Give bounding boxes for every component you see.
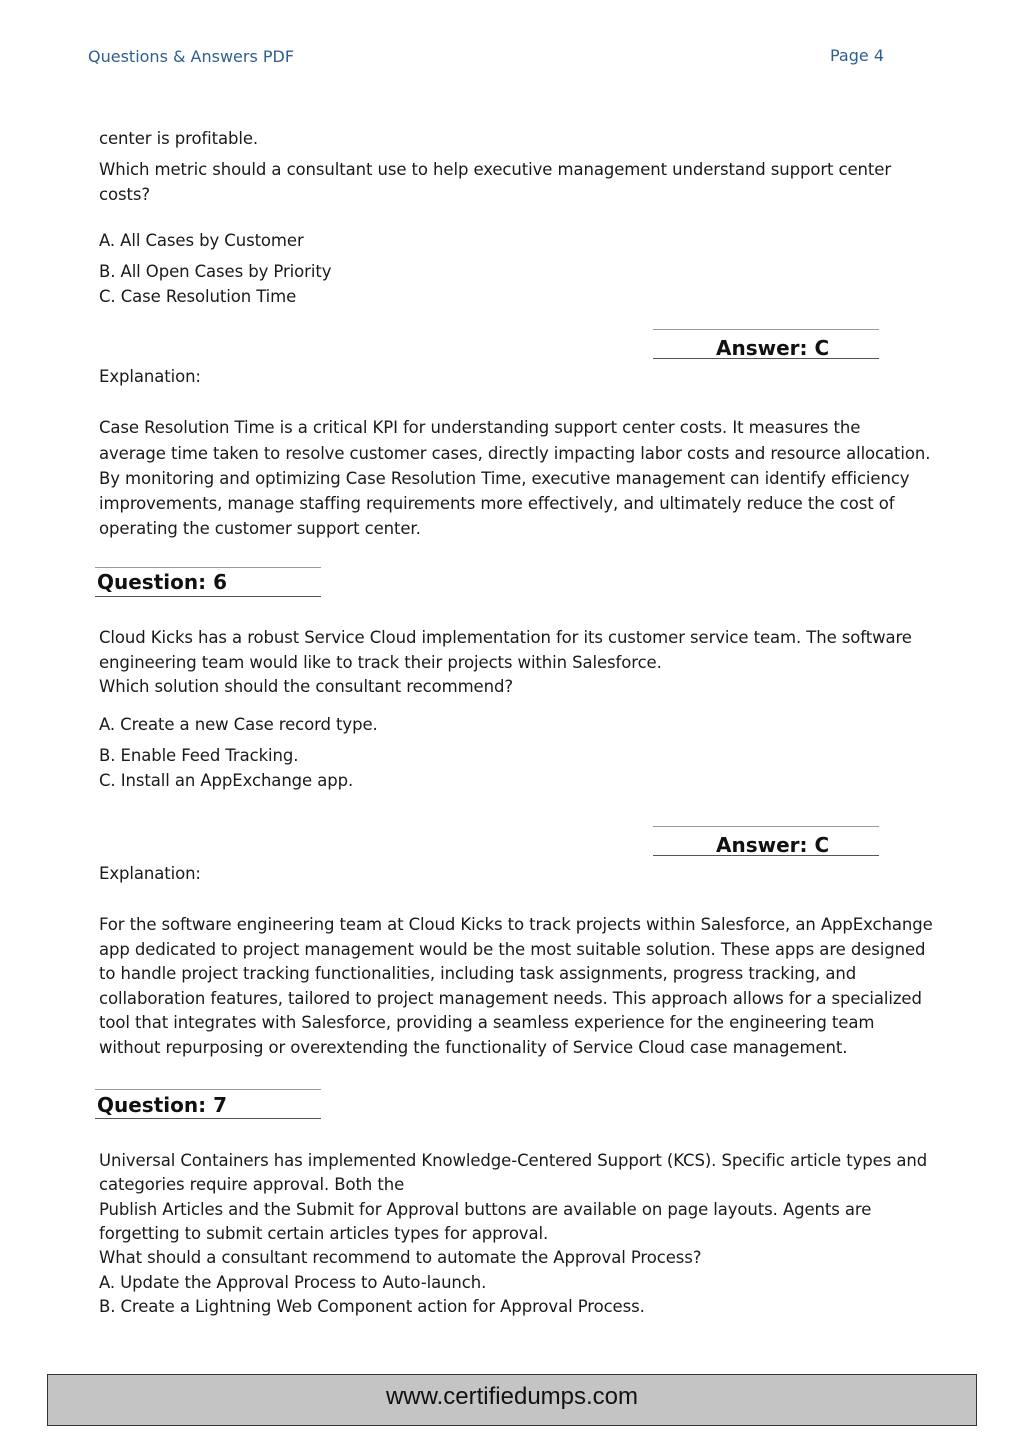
- explanation-line: app dedicated to project management would be the most suitable solution. These apps are designed: [99, 940, 926, 959]
- explanation-line: without repurposing or overextending the functionality of Service Cloud case management.: [99, 1038, 848, 1057]
- question-text-line: center is profitable.: [99, 129, 259, 148]
- question-heading: Question: 6: [97, 570, 227, 594]
- answer-label: Answer: C: [716, 833, 830, 857]
- explanation-line: operating the customer support center.: [99, 519, 421, 538]
- question-text-line: Which solution should the consultant recommend?: [99, 677, 513, 696]
- explanation-label: Explanation:: [99, 367, 201, 386]
- explanation-line: collaboration features, tailored to project management needs. This approach allows for a specialized: [99, 989, 922, 1008]
- explanation-line: tool that integrates with Salesforce, providing a seamless experience for the engineering team: [99, 1013, 875, 1032]
- answer-option: B. Enable Feed Tracking.: [99, 746, 299, 765]
- explanation-line: improvements, manage staffing requirements more effectively, and ultimately reduce the cost of: [99, 494, 895, 513]
- explanation-line: By monitoring and optimizing Case Resolution Time, executive management can identify efficiency: [99, 469, 910, 488]
- question-text-line: categories require approval. Both the: [99, 1175, 405, 1194]
- footer-banner: [47, 1374, 977, 1426]
- explanation-line: For the software engineering team at Cloud Kicks to track projects within Salesforce, an AppExchange: [99, 915, 933, 934]
- question-text-line: Publish Articles and the Submit for Approval buttons are available on page layouts. Agents are: [99, 1200, 872, 1219]
- question-text-line: Universal Containers has implemented Knowledge-Centered Support (KCS). Specific article types and: [99, 1151, 928, 1170]
- explanation-line: average time taken to resolve customer cases, directly impacting labor costs and resource allocation.: [99, 444, 931, 463]
- question-text-line: forgetting to submit certain articles types for approval.: [99, 1224, 549, 1243]
- explanation-label: Explanation:: [99, 864, 201, 883]
- answer-option: C. Case Resolution Time: [99, 287, 297, 306]
- explanation-line: Case Resolution Time is a critical KPI for understanding support center costs. It measures the: [99, 418, 861, 437]
- question-heading: Question: 7: [97, 1093, 227, 1117]
- answer-option: B. Create a Lightning Web Component action for Approval Process.: [99, 1297, 645, 1316]
- question-text-line: costs?: [99, 185, 150, 204]
- explanation-line: to handle project tracking functionalities, including task assignments, progress tracking, and: [99, 964, 857, 983]
- footer-url[interactable]: www.certifiedumps.com: [385, 1383, 639, 1410]
- answer-option: C. Install an AppExchange app.: [99, 771, 354, 790]
- answer-option: A. All Cases by Customer: [99, 231, 304, 250]
- answer-label: Answer: C: [716, 336, 830, 360]
- question-text-line: Which metric should a consultant use to help executive management understand support center: [99, 160, 892, 179]
- question-text-line: engineering team would like to track their projects within Salesforce.: [99, 653, 662, 672]
- answer-option: A. Update the Approval Process to Auto-launch.: [99, 1273, 487, 1292]
- answer-option: B. All Open Cases by Priority: [99, 262, 332, 281]
- question-text-line: What should a consultant recommend to automate the Approval Process?: [99, 1248, 702, 1267]
- question-text-line: Cloud Kicks has a robust Service Cloud implementation for its customer service team. The software: [99, 628, 912, 647]
- answer-option: A. Create a new Case record type.: [99, 715, 378, 734]
- page-number: Page 4: [830, 46, 884, 65]
- header-title: Questions & Answers PDF: [88, 47, 295, 66]
